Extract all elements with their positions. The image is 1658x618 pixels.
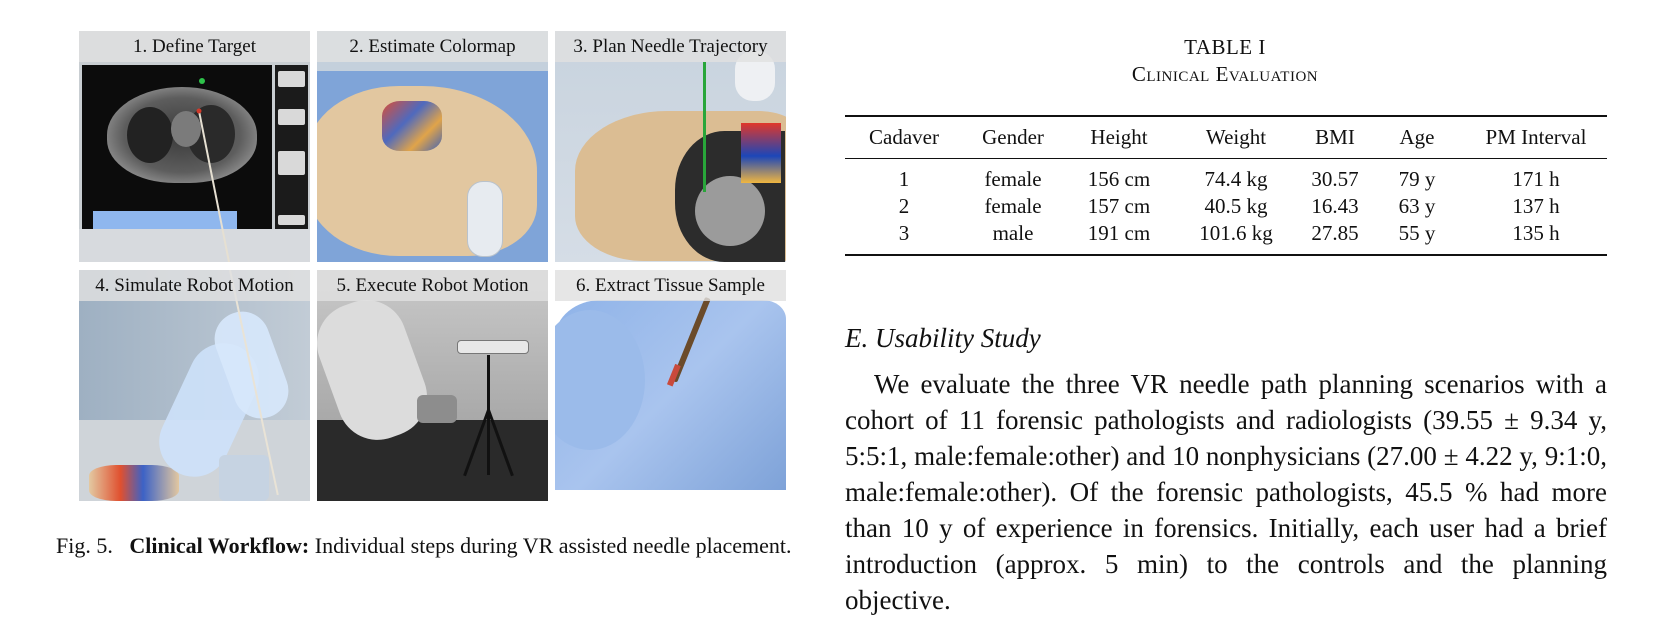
colormap-overlay <box>89 465 179 501</box>
tracking-camera <box>457 340 529 354</box>
robot-end-effector <box>417 395 457 423</box>
table-cell: female <box>984 194 1042 218</box>
caption-label: Fig. 5. <box>56 533 113 558</box>
panel-title: 3. Plan Needle Trajectory <box>555 31 786 62</box>
body-bag <box>317 420 548 501</box>
table-header-cell: Weight <box>1205 125 1267 149</box>
table-cell: 135 h <box>1512 221 1560 245</box>
panel-title: 6. Extract Tissue Sample <box>555 270 786 301</box>
robot-base <box>219 455 269 501</box>
table-cell: 191 cm <box>1087 221 1151 245</box>
table-header-rule <box>845 158 1607 159</box>
section-heading: E. Usability Study <box>845 323 1041 353</box>
table-cell: 137 h <box>1512 194 1560 218</box>
table-title: Clinical Evaluation <box>1131 62 1319 86</box>
table-cell: 27.85 <box>1311 221 1359 245</box>
table-header-cell: Height <box>1090 125 1148 149</box>
colormap-overlay <box>741 123 781 183</box>
panel-title: 5. Execute Robot Motion <box>317 270 548 301</box>
table-cell: 55 y <box>1398 221 1436 245</box>
needle-trajectory <box>703 62 706 192</box>
caption-bold: Clinical Workflow: <box>129 533 310 558</box>
panel-title: 2. Estimate Colormap <box>317 31 548 62</box>
caption-text: Individual steps during VR assisted needle placement. <box>314 533 792 558</box>
panel-define-target <box>79 31 310 262</box>
table-header-cell: Gender <box>982 125 1044 149</box>
table-cell: 79 y <box>1398 167 1436 191</box>
table-cell: 171 h <box>1512 167 1560 191</box>
target-ray <box>79 31 310 262</box>
panel-execute-robot-motion <box>317 270 548 501</box>
table-bottom-rule <box>845 254 1607 256</box>
panel-extract-tissue-sample <box>555 270 786 501</box>
table-number: TABLE I <box>1184 35 1266 59</box>
table-cell: 1 <box>898 167 910 191</box>
table-header-cell: BMI <box>1315 125 1355 149</box>
table-cell: 40.5 kg <box>1204 194 1268 218</box>
colormap-overlay <box>382 101 442 151</box>
table-cell: 157 cm <box>1087 194 1151 218</box>
table-cell: 16.43 <box>1311 194 1359 218</box>
vr-controller-icon <box>467 181 503 257</box>
panel-plan-needle-trajectory <box>555 31 786 262</box>
table-cell: 3 <box>898 221 910 245</box>
table-cell: 30.57 <box>1311 167 1359 191</box>
paragraph-text: We evaluate the three VR needle path planning scenarios with a cohort of 11 forensic pathologists and radiologists (39.55 ± 9.34 y, 5:5:1, male:female:other) and 10 nonphysicians (27.00 ± 4.22 y, 9:1:0, male:female:other). Of the forensic pathologists, 45.5 % had more than 10 y of experience in forensics. Initially, each user had a brief introduction (approx. 5 min) to the controls and the planning objective. <box>845 369 1607 615</box>
figure-caption <box>56 532 810 560</box>
table-header-cell: Age <box>1399 125 1435 149</box>
table-cell: female <box>984 167 1042 191</box>
table-top-rule <box>845 115 1607 117</box>
table-header-cell: PM Interval <box>1485 125 1587 149</box>
panel-title: 1. Define Target <box>79 31 310 62</box>
table-cell: 74.4 kg <box>1204 167 1268 191</box>
panel-estimate-colormap <box>317 31 548 262</box>
table-cell: 156 cm <box>1087 167 1151 191</box>
table-cell: male <box>992 221 1034 245</box>
table-cell: 63 y <box>1398 194 1436 218</box>
panel-title: 4. Simulate Robot Motion <box>79 270 310 301</box>
table-header-cell: Cadaver <box>869 125 939 149</box>
table-cell: 101.6 kg <box>1199 221 1273 245</box>
section-paragraph <box>845 366 1607 618</box>
panel-simulate-robot-motion <box>79 270 310 501</box>
table-cell: 2 <box>898 194 910 218</box>
